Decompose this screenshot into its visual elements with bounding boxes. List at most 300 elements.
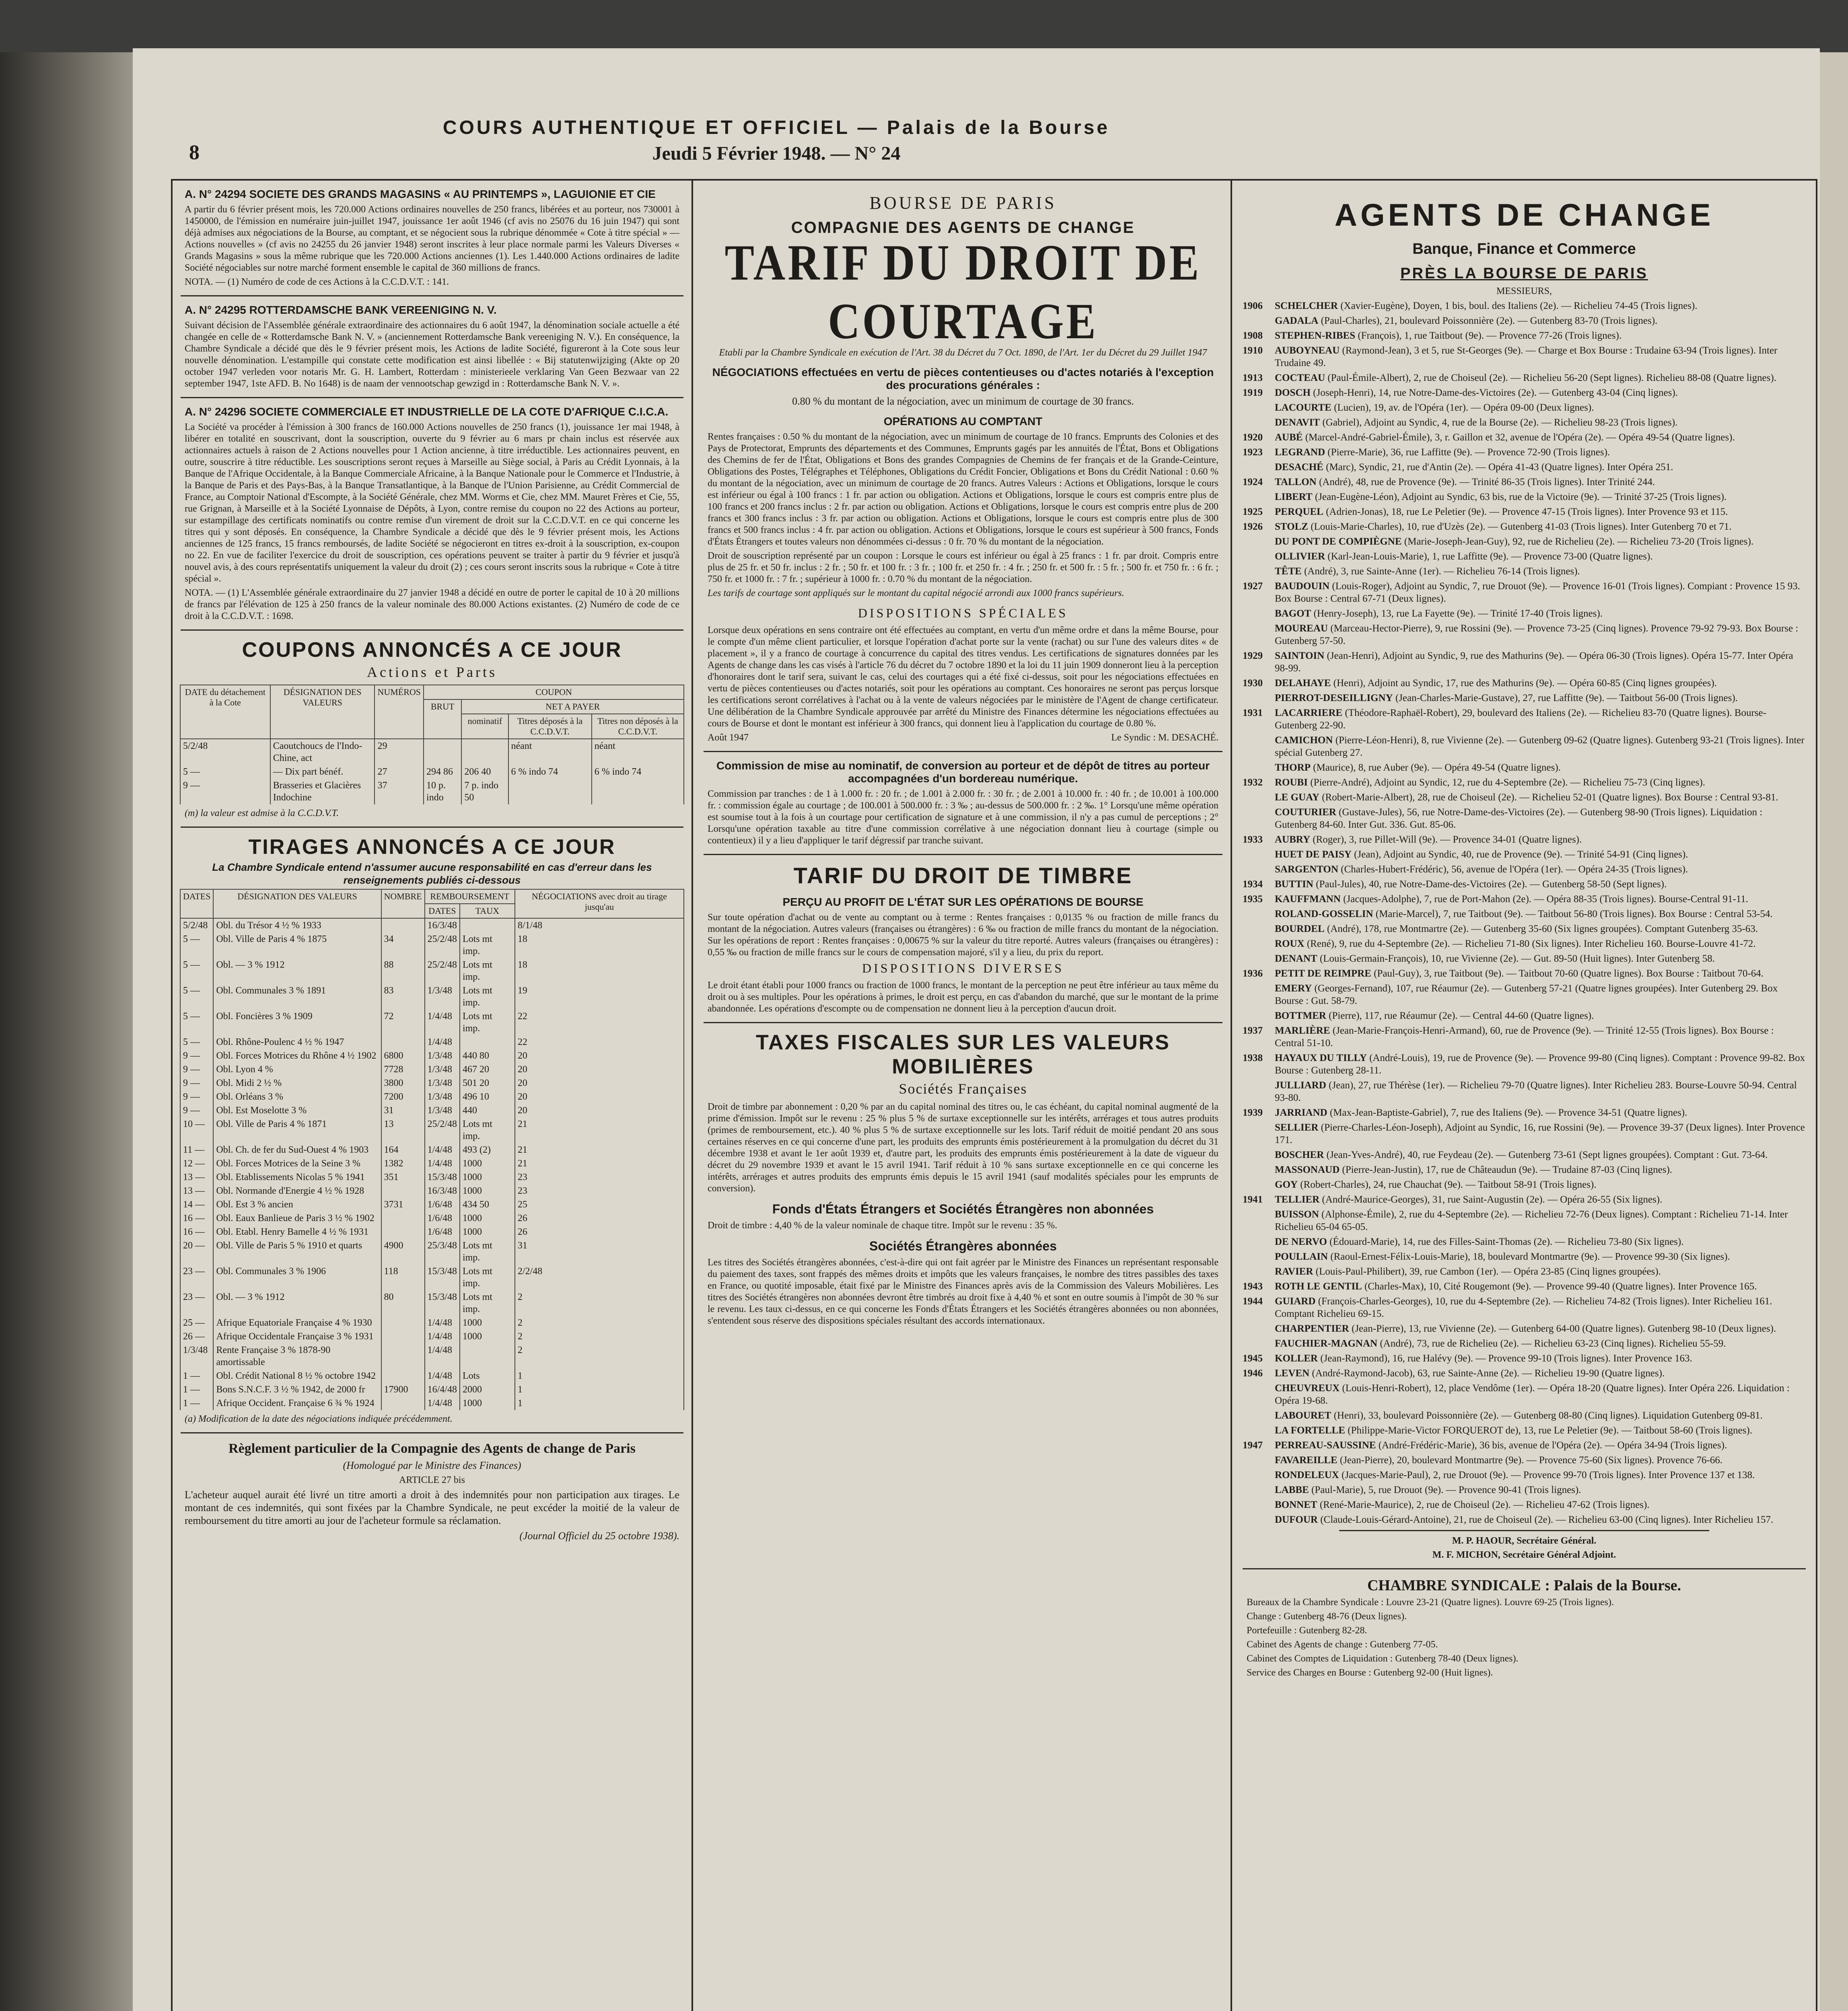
agent-year: 1932 bbox=[1243, 777, 1263, 788]
col-header: DÉSIGNATION DES VALEURS bbox=[270, 685, 375, 739]
agent-name: BOURDEL bbox=[1275, 923, 1325, 934]
timbre-title: TARIF DU DROIT DE TIMBRE bbox=[793, 863, 1133, 888]
agent-entry bbox=[1243, 1484, 1806, 1496]
agent-year bbox=[1243, 565, 1275, 578]
chambre-title: CHAMBRE SYNDICALE : Palais de la Bourse. bbox=[1367, 1577, 1681, 1594]
cell-rd: 1/4/48 bbox=[425, 1330, 460, 1343]
agent-details: (Jean-Raymond), 16, rue Halévy (9e). — Provence 99-10 (Trois lignes). Inter Provence 163. bbox=[1320, 1353, 1692, 1364]
table-row bbox=[180, 1290, 684, 1316]
agent-details: (Pierre-André), Adjoint au Syndic, 12, rue du 4-Septembre (2e). — Richelieu 75-73 (Cinq lignes). bbox=[1310, 777, 1705, 788]
agent-body bbox=[1275, 580, 1806, 605]
agent-year bbox=[1243, 607, 1275, 620]
agent-name: AUBÉ bbox=[1275, 432, 1303, 443]
coupons-title: COUPONS ANNONCÉS A CE JOUR bbox=[242, 638, 622, 662]
agent-year: 1925 bbox=[1243, 506, 1263, 517]
divider bbox=[1243, 1568, 1806, 1569]
agent-name: COUTURIER bbox=[1275, 807, 1336, 818]
agent-body bbox=[1275, 491, 1727, 503]
notice-note: NOTA. — (1) L'Assemblée générale extraordinaire du 27 janvier 1948 a décidé en outre de porter le capital de 10 à 20 millions de francs par l'élévation de 125 à 250 francs de la valeur nominale des 80.000 Actions existantes. (2) Numéro de code de ce droit à la C.C.D.V.T. : 1698. bbox=[185, 588, 679, 621]
agent-body bbox=[1275, 806, 1806, 831]
agent-entry bbox=[1243, 1439, 1806, 1452]
agent-year bbox=[1243, 1469, 1275, 1481]
agent-details: (Henry-Joseph), 13, rue La Fayette (9e). — Trinité 17-40 (Trois lignes). bbox=[1313, 608, 1603, 619]
col-header: REMBOURSEMENT bbox=[425, 889, 515, 904]
cell-neg: 1 bbox=[515, 1396, 684, 1410]
agent-entry bbox=[1243, 446, 1806, 459]
coupons-note: (m) la valeur est admise à la C.C.D.V.T. bbox=[185, 808, 339, 818]
commission-heading: Commission de mise au nominatif, de conversion au porteur et de dépôt de titres au porteur accompagnées d'un bordereau numérique. bbox=[716, 759, 1210, 785]
agent-year bbox=[1243, 1513, 1275, 1526]
col-header: BRUT bbox=[424, 699, 461, 739]
table-row bbox=[180, 1265, 684, 1290]
agent-body bbox=[1275, 1295, 1806, 1320]
agent-body bbox=[1275, 1010, 1594, 1022]
agent-entry bbox=[1243, 1208, 1806, 1233]
cell-rd: 25/2/48 bbox=[425, 932, 460, 958]
agent-year bbox=[1243, 1010, 1275, 1022]
cell-date: 16 — bbox=[180, 1211, 213, 1225]
cell-rd: 1/4/48 bbox=[425, 1010, 460, 1035]
cell-neg: 2 bbox=[515, 1343, 684, 1369]
notices-list bbox=[173, 188, 691, 622]
agent-details: (Henri), 33, boulevard Poissonnière (2e). — Gutenberg 08-80 (Cinq lignes). Liquidation Gutenberg 09-81. bbox=[1334, 1410, 1763, 1421]
agent-entry bbox=[1243, 315, 1806, 327]
cell-nb bbox=[381, 1369, 425, 1383]
agent-entry bbox=[1243, 491, 1806, 503]
agent-entry bbox=[1243, 1193, 1806, 1206]
agent-body bbox=[1275, 952, 1715, 965]
cell-date: 1 — bbox=[180, 1396, 213, 1410]
negociations-heading: NÉGOCIATIONS effectuées en vertu de pièces contentieuses ou d'actes notariés à l'exception des procurations générales : bbox=[712, 366, 1214, 391]
cell-neg: 1 bbox=[515, 1369, 684, 1383]
cell-name: Obl. Ville de Paris 4 % 1875 bbox=[213, 932, 381, 958]
cell-neg: 18 bbox=[515, 958, 684, 984]
tirages-table bbox=[180, 889, 684, 1410]
cell-date: 9 — bbox=[180, 1090, 213, 1104]
cell-rd: 15/3/48 bbox=[425, 1290, 460, 1316]
table-row bbox=[180, 1184, 684, 1198]
cell-neg: 23 bbox=[515, 1184, 684, 1198]
agent-entry bbox=[1243, 938, 1806, 950]
col-header: NOMBRE bbox=[381, 889, 425, 918]
agent-body bbox=[1275, 1439, 1727, 1452]
cell-taux: 1000 bbox=[460, 1157, 515, 1170]
agent-details: (Adrien-Jonas), 18, rue Le Peletier (9e). — Provence 47-15 (Trois lignes). Inter Provence 93 et 115. bbox=[1326, 506, 1728, 517]
dispositions-body: Lorsque deux opérations en sens contraire ont été effectuées au comptant, en vertu d'un même ordre et dans la même Bourse, pour le compte d'un même client particulier, et lorsque l'opération d'achat porte sur la vente (rachat) ou sur l'une des valeurs dites « de placement », il y a franco de courtage à concurrence du capital des titres vendus. Les certifications de signatures données par les Agents de change dans les cas visés à l'article 76 du décret du 7 octobre 1890 et la loi du 11 juin 1909 donneront lieu à la perception d'honoraires dont le tarif sera, suivant le cas, celui des courtages qui a été fixé ci-dessus, soit pour les négociations effectuées en vertu de pièces contentieuses ou d'actes notariés, soit pour les opérations au comptant. Ces honoraires ne seront pas perçus lorsque les certifications seront corrélatives à l'achat ou à la vente de valeurs négociées par le ministère de l'Agent de change certificateur. Une délibération de la Chambre Syndicale approuvée par arrêté du Ministre des Finances détermine les négociations effectuées au cours de Bourse et dont le montant est inférieur à 300 francs, qui donnent lieu à l'application du courtage de 0.80 %. bbox=[708, 625, 1218, 729]
agent-entry bbox=[1243, 893, 1806, 905]
secretaire-general: M. P. HAOUR, Secrétaire Général. bbox=[1452, 1536, 1597, 1546]
cell-date: 14 — bbox=[180, 1198, 213, 1211]
agent-entry bbox=[1243, 461, 1806, 473]
reglement-article: ARTICLE 27 bis bbox=[399, 1475, 465, 1485]
col-header: DÉSIGNATION DES VALEURS bbox=[213, 889, 381, 918]
agent-year bbox=[1243, 692, 1275, 704]
agent-name: DELAHAYE bbox=[1275, 678, 1331, 689]
reglement-body: L'acheteur auquel aurait été livré un titre amorti a droit à des indemnités pour non participation aux tirages. Le montant de ces indemnités, qui sont fixées par la Chambre Syndicale, ne peut excéder la moitié de la valeur de remboursement du titre amorti au jour de l'acheteur formule sa réclamation. bbox=[185, 1489, 679, 1526]
agent-year bbox=[1243, 806, 1275, 831]
agents-subtitle: Banque, Finance et Commerce bbox=[1412, 241, 1636, 257]
agent-body bbox=[1275, 1280, 1757, 1293]
agent-details: (Jean-Eugène-Léon), Adjoint au Syndic, 63 bis, rue de la Victoire (9e). — Trinité 37-25 (Trois lignes). bbox=[1315, 491, 1727, 502]
cell-name: Brasseries et Glacières Indochine bbox=[270, 779, 375, 804]
abonnees-body: Les titres des Sociétés étrangères abonnées, c'est-à-dire qui ont fait agréer par le Ministre des Finances un représentant responsable du paiement des taxes, sont frappés des mêmes droits et impôts que les valeurs françaises, le nombre des titres passibles des taxes en France, ou quotité imposable, était fixé par le Ministre des Finances après avis de la Commission des Valeurs Mobilières. Les titres des Sociétés étrangères non abonnées devront être timbrés au droit fixe à 4,40 % et sont en outre soumis à l'impôt de 30 % sur le revenu. Les taux ci-dessus, en ce qui concerne les Fonds d'États Étrangers et les Sociétés étrangères abonnées ou non abonnées, s'entendent sous réserve des dispositions spéciales résultant des accords internationaux. bbox=[708, 1257, 1218, 1326]
agent-name: POULLAIN bbox=[1275, 1251, 1328, 1262]
agent-details: (Paul-Marie), 5, rue Drouot (9e). — Provence 90-41 (Trois lignes). bbox=[1311, 1485, 1581, 1495]
col-header: COUPON bbox=[424, 685, 684, 699]
cell-rd: 16/3/48 bbox=[425, 1184, 460, 1198]
agent-details: (Jacques-Adolphe), 7, rue de Port-Mahon (2e). — Opéra 88-35 (Trois lignes). Bourse-Central 91-11. bbox=[1343, 894, 1749, 905]
agent-year: 1946 bbox=[1243, 1368, 1263, 1379]
agent-name: FAVAREILLE bbox=[1275, 1455, 1338, 1466]
agent-year bbox=[1243, 491, 1275, 503]
agent-entry bbox=[1243, 1121, 1806, 1146]
agent-body bbox=[1275, 1250, 1730, 1263]
table-row bbox=[180, 1316, 684, 1330]
commission-body: Commission par tranches : de 1 à 1.000 fr. : 20 fr. ; de 1.001 à 2.000 fr. : 30 fr. ; de 2.001 à 10.000 fr. : 40 fr. ; de 10.001 à 100.000 fr. : commission égale au courtage ; de 100.001 à 500.000 fr. : 3 ‰ ; au-dessus de 500.000 fr. : 2 ‰. 1° Lorsqu'une même opération est soumise tout à la fois à un courtage pour certification de signature et à une commission, il n'y a pas cumul de perceptions ; 2° Lorsqu'une opération taxable au titre d'une commission corrélative à une négociation donnant lieu à courtage (simple ou contentieux) il y a lieu d'appliquer le tarif dégressif par tranche suivant. bbox=[708, 789, 1218, 846]
cell-date: 5/2/48 bbox=[180, 739, 270, 765]
agent-year bbox=[1243, 1337, 1275, 1350]
table-row bbox=[180, 1225, 684, 1239]
tirages-note: (a) Modification de la date des négociations indiquée précédemment. bbox=[185, 1414, 453, 1424]
agent-details: (François-Charles-Georges), 10, rue du 4-Septembre (2e). — Richelieu 74-82 (Trois lignes). Inter Richelieu 161. Comptant Richelieu 69-15. bbox=[1275, 1296, 1772, 1319]
table-row bbox=[180, 1104, 684, 1117]
agent-body bbox=[1275, 1484, 1581, 1496]
agent-details: (Charles-Max), 10, Cité Rougemont (9e). — Provence 99-40 (Quatre lignes). Inter Provence 165. bbox=[1364, 1281, 1757, 1292]
table-row bbox=[180, 1170, 684, 1184]
divider bbox=[704, 751, 1222, 752]
agent-name: KAUFFMANN bbox=[1275, 894, 1341, 905]
cell-neg: 21 bbox=[515, 1157, 684, 1170]
agent-details: (François), 1, rue Taitbout (9e). — Provence 77-26 (Trois lignes). bbox=[1358, 330, 1622, 341]
divider bbox=[181, 295, 683, 296]
agent-entry bbox=[1243, 806, 1806, 831]
cell-date: 9 — bbox=[180, 1104, 213, 1117]
agent-entry bbox=[1243, 344, 1806, 369]
agent-body bbox=[1275, 520, 1731, 533]
agent-name: BAGOT bbox=[1275, 608, 1311, 619]
col-header: DATES bbox=[425, 904, 460, 918]
agent-body bbox=[1275, 776, 1705, 789]
cell-taux: 1000 bbox=[460, 1211, 515, 1225]
cell-rd: 16/4/48 bbox=[425, 1383, 460, 1396]
cell-date: 13 — bbox=[180, 1170, 213, 1184]
agents-list bbox=[1235, 300, 1814, 1526]
cell-nb bbox=[381, 918, 425, 932]
agent-body bbox=[1275, 938, 1756, 950]
agent-year bbox=[1243, 952, 1275, 965]
cell-neg: 20 bbox=[515, 1104, 684, 1117]
agent-body bbox=[1275, 1178, 1597, 1191]
agent-name: DE NERVO bbox=[1275, 1236, 1327, 1247]
agent-year bbox=[1243, 1178, 1275, 1191]
agent-details: (Xavier-Eugène), Doyen, 1 bis, boul. des Italiens (2e). — Richelieu 74-45 (Trois lignes). bbox=[1340, 300, 1698, 311]
agent-body bbox=[1275, 1193, 1662, 1206]
agent-details: (Jean-Charles-Marie-Gustave), 27, rue Laffitte (9e). — Taitbout 56-00 (Trois lignes). bbox=[1395, 693, 1738, 703]
page-edge-right bbox=[1820, 52, 1848, 2011]
agent-entry bbox=[1243, 329, 1806, 342]
cell-nb: 17900 bbox=[381, 1383, 425, 1396]
cell-nondep: néant bbox=[592, 739, 684, 765]
agent-body bbox=[1275, 908, 1773, 920]
agent-entry bbox=[1243, 387, 1806, 399]
agent-body bbox=[1275, 344, 1806, 369]
agent-year bbox=[1243, 1322, 1275, 1335]
agent-details: (Claude-Louis-Gérard-Antoine), 21, rue de Choiseul (2e). — Richelieu 63-00 (Cinq lignes). Inter Richelieu 157. bbox=[1320, 1514, 1774, 1525]
cell-taux: 501 20 bbox=[460, 1076, 515, 1090]
cell-taux bbox=[460, 918, 515, 932]
cell-date: 16 — bbox=[180, 1225, 213, 1239]
agent-year: 1947 bbox=[1243, 1440, 1263, 1451]
agent-body bbox=[1275, 476, 1655, 488]
col-header: NET A PAYER bbox=[461, 699, 684, 714]
cell-neg: 26 bbox=[515, 1225, 684, 1239]
abonnees-heading: Sociétés Étrangères abonnées bbox=[869, 1239, 1057, 1253]
agent-year bbox=[1243, 401, 1275, 414]
coupons-subtitle: Actions et Parts bbox=[367, 664, 497, 680]
agent-details: (André-Raymond-Jacob), 63, rue Sainte-Anne (2e). — Richelieu 19-90 (Quatre lignes). bbox=[1312, 1368, 1665, 1379]
chambre-lines bbox=[1235, 1597, 1814, 1679]
table-row bbox=[180, 1063, 684, 1076]
agent-name: THORP bbox=[1275, 762, 1311, 773]
agent-name: HUET DE PAISY bbox=[1275, 849, 1352, 860]
cell-nondep: 6 % indo 74 bbox=[592, 765, 684, 779]
agent-details: (Paul-Guy), 3, rue Taitbout (9e). — Taitbout 70-60 (Quatre lignes). Box Bourse : Taitbout 70-64. bbox=[1374, 968, 1764, 979]
agent-details: (Jean-Henri), Adjoint au Syndic, 9, rue des Mathurins (9e). — Opéra 06-30 (Trois lignes). Opéra 15-77. Inter Opéra 98-99. bbox=[1275, 650, 1793, 674]
cell-num: 37 bbox=[375, 779, 424, 804]
cell-nb bbox=[381, 1343, 425, 1369]
agent-year bbox=[1243, 1484, 1275, 1496]
agent-body bbox=[1275, 416, 1677, 429]
col-header: DATE du détachement à la Cote bbox=[180, 685, 270, 739]
cell-nb bbox=[381, 1330, 425, 1343]
cell-rd: 1/3/48 bbox=[425, 1104, 460, 1117]
agent-year: 1906 bbox=[1243, 300, 1263, 311]
agent-details: (Louis-Henri-Robert), 12, place Vendôme (1er). — Opéra 18-20 (Quatre lignes). Inter Opéra 226. Liquidation : Opéra 19-68. bbox=[1275, 1383, 1790, 1406]
cell-dep bbox=[508, 779, 592, 804]
agent-details: (Max-Jean-Baptiste-Gabriel), 7, rue des Italiens (9e). — Provence 34-51 (Quatre lignes). bbox=[1329, 1107, 1687, 1118]
table-row bbox=[180, 1330, 684, 1343]
agent-year bbox=[1243, 908, 1275, 920]
agent-body bbox=[1275, 1382, 1806, 1407]
cell-rd: 1/4/48 bbox=[425, 1157, 460, 1170]
agent-year bbox=[1243, 1121, 1275, 1146]
cell-date: 9 — bbox=[180, 779, 270, 804]
agent-year bbox=[1243, 622, 1275, 647]
agent-details: (Marcel-André-Gabriel-Émile), 3, r. Gaillon et 32, avenue de l'Opéra (2e). — Opéra 49-54 (Quatre lignes). bbox=[1305, 432, 1735, 443]
agent-entry bbox=[1243, 1265, 1806, 1278]
agent-entry bbox=[1243, 1322, 1806, 1335]
cell-name: Obl. Forces Motrices de la Seine 3 % bbox=[213, 1157, 381, 1170]
agent-entry bbox=[1243, 535, 1806, 548]
cell-date: 5 — bbox=[180, 765, 270, 779]
cell-name: Obl. Eaux Banlieue de Paris 3 ½ % 1902 bbox=[213, 1211, 381, 1225]
cell-taux: 496 10 bbox=[460, 1090, 515, 1104]
cell-name: Rente Française 3 % 1878-90 amortissable bbox=[213, 1343, 381, 1369]
chambre-line: Service des Charges en Bourse : Gutenberg 92-00 (Huit lignes). bbox=[1247, 1668, 1493, 1678]
agent-entry bbox=[1243, 1010, 1806, 1022]
cell-neg: 19 bbox=[515, 984, 684, 1010]
table-row bbox=[180, 1010, 684, 1035]
agent-year: 1908 bbox=[1243, 330, 1263, 341]
agents-title: AGENTS DE CHANGE bbox=[1334, 197, 1714, 232]
coupons-table bbox=[180, 685, 684, 804]
agent-name: PERQUEL bbox=[1275, 506, 1323, 517]
bourse-heading: BOURSE DE PARIS bbox=[869, 193, 1057, 213]
table-row bbox=[180, 765, 684, 779]
table-row bbox=[180, 1157, 684, 1170]
cell-rd: 1/6/48 bbox=[425, 1225, 460, 1239]
agent-entry bbox=[1243, 580, 1806, 605]
cell-nb bbox=[381, 1035, 425, 1049]
agent-year bbox=[1243, 535, 1275, 548]
agent-entry bbox=[1243, 520, 1806, 533]
agent-body bbox=[1275, 607, 1603, 620]
cell-date: 23 — bbox=[180, 1265, 213, 1290]
dispositions-heading: DISPOSITIONS SPÉCIALES bbox=[858, 606, 1068, 620]
agent-name: SCHELCHER bbox=[1275, 300, 1338, 311]
agent-details: (Robert-Marie-Albert), 28, rue de Choiseul (2e). — Richelieu 52-01 (Quatre lignes). Box Bourse : Central 93-81. bbox=[1322, 792, 1778, 803]
agent-year: 1938 bbox=[1243, 1053, 1263, 1063]
agent-body bbox=[1275, 550, 1653, 563]
cell-neg: 21 bbox=[515, 1117, 684, 1143]
cell-rd: 16/3/48 bbox=[425, 918, 460, 932]
cell-dep: 6 % indo 74 bbox=[508, 765, 592, 779]
agent-name: JARRIAND bbox=[1275, 1107, 1327, 1118]
agent-details: (Karl-Jean-Louis-Marie), 1, rue Laffitte (9e). — Provence 73-00 (Quatre lignes). bbox=[1327, 551, 1653, 562]
agent-name: DENAVIT bbox=[1275, 417, 1320, 428]
agent-details: (Paul-Charles), 21, boulevard Poissonnière (2e). — Gutenberg 83-70 (Trois lignes). bbox=[1321, 315, 1658, 326]
timbre-subtitle: PERÇU AU PROFIT DE L'ÉTAT SUR LES OPÉRATIONS DE BOURSE bbox=[782, 896, 1144, 908]
cell-brut bbox=[424, 739, 461, 765]
agent-body bbox=[1275, 431, 1735, 444]
cell-taux: Lots bbox=[460, 1369, 515, 1383]
agent-body bbox=[1275, 1052, 1806, 1077]
cell-nom bbox=[461, 739, 508, 765]
cell-name: Obl. Foncières 3 % 1909 bbox=[213, 1010, 381, 1035]
cell-taux: 1000 bbox=[460, 1330, 515, 1343]
agent-year: 1927 bbox=[1243, 581, 1263, 592]
cell-date: 5 — bbox=[180, 932, 213, 958]
cell-nb bbox=[381, 1211, 425, 1225]
cell-nb: 1382 bbox=[381, 1157, 425, 1170]
agent-name: ROUBI bbox=[1275, 777, 1308, 788]
agent-name: MOUREAU bbox=[1275, 623, 1328, 634]
agent-year bbox=[1243, 982, 1275, 1007]
cell-rd: 1/4/48 bbox=[425, 1369, 460, 1383]
agent-details: (Louis-Germain-François), 10, rue Vivienne (2e). — Gut. 89-50 (Huit lignes). Inter Gutenberg 58. bbox=[1319, 953, 1715, 964]
agent-entry bbox=[1243, 1024, 1806, 1049]
col-header: Titres déposés à la C.C.D.V.T. bbox=[508, 714, 592, 739]
agent-details: (Marceau-Hector-Pierre), 9, rue Rossini (9e). — Provence 73-25 (Cinq lignes). Provence 79-92 79-93. Box Bourse : Gutenberg 57-50. bbox=[1275, 623, 1799, 646]
agent-name: DENANT bbox=[1275, 953, 1317, 964]
agent-entry bbox=[1243, 1499, 1806, 1511]
agent-name: ROTH LE GENTIL bbox=[1275, 1281, 1362, 1292]
cell-taux: 1000 bbox=[460, 1396, 515, 1410]
notice-body: La Société va procéder à l'émission à 300 francs de 160.000 Actions nouvelles de 250 francs (1), jouissance 1er mai 1948, à libérer en totalité en souscrivant, dont la souscription, ouverte du 9 février au 6 mars pr chain inclus est réservée aux actionnaires actuels à raison de 2 Actions nouvelles pour 1 Action ancienne, à titre irréductible. Les actionnaires peuvent, en outre, souscrire à titre réductible. Les souscriptions seront reçues à Marseille au Siège social, à Paris au Crédit Lyonnais, à la Banque de l'Afrique Occidentale, à la Banque Commerciale Africaine, à la Banque Nationale pour le Commerce et l'Industrie, à la Banque de Paris et des Pays-Bas, à la Banque Transatlantique, à la Banque de l'Union Parisienne, au Crédit Commercial de France, au Comptoir National d'Escompte, à la Société Générale, chez MM. Worms et Cie, chez MM. Mauret Frères et Cie, 55, rue Grignan, à Marseille et à la Société Lyonnaise de Dépôts, à Lyon, contre remise du coupon no 22 des Actions au porteur, sur estampillage des certificats nominatifs ou contre remise d'un virement de droit sur la C.C.D.V.T. en ce qui concerne les titres qui y sont déposés. En conséquence, la Chambre Syndicale a décidé que dès le 9 février présent mois, les Actions anciennes de 125 francs, 15 francs remboursés, de ladite Société se négocieront en titres ex-droit à la souscription, ex-coupon no 22. En vue de faciliter l'exercice du droit de souscription, ces opérations peuvent se traiter à partir du 9 février et jusqu'à nouvel avis, à des cours représentatifs uniquement la valeur du droit (2) ; ces cours seront inscrits sous la rubrique « Cote à titre spécial ». bbox=[185, 422, 679, 584]
cell-rd: 1/6/48 bbox=[425, 1211, 460, 1225]
societes-francaises-heading: Sociétés Françaises bbox=[899, 1081, 1027, 1097]
agent-entry bbox=[1243, 734, 1806, 759]
agent-details: (André), 178, rue Montmartre (2e). — Gutenberg 35-60 (Six lignes groupées). Comptant Gutenberg 35-63. bbox=[1327, 923, 1758, 934]
agent-name: LABBE bbox=[1275, 1485, 1309, 1495]
tirages-title: TIRAGES ANNONCÉS A CE JOUR bbox=[248, 835, 616, 859]
agent-body bbox=[1275, 387, 1678, 399]
agent-name: DOSCH bbox=[1275, 387, 1311, 398]
agent-details: (André-Maurice-Georges), 31, rue Saint-Augustin (2e). — Opéra 26-55 (Six lignes). bbox=[1322, 1194, 1663, 1205]
agent-name: RONDELEUX bbox=[1275, 1470, 1339, 1480]
agent-year bbox=[1243, 923, 1275, 935]
agent-year bbox=[1243, 461, 1275, 473]
agent-entry bbox=[1243, 1280, 1806, 1293]
cell-rd: 15/3/48 bbox=[425, 1170, 460, 1184]
agent-body bbox=[1275, 1024, 1806, 1049]
agent-details: (Henri), Adjoint au Syndic, 17, rue des Mathurins (9e). — Opéra 60-85 (Cinq lignes groupées). bbox=[1333, 678, 1717, 689]
agent-entry bbox=[1243, 878, 1806, 890]
agent-name: PERREAU-SAUSSINE bbox=[1275, 1440, 1376, 1451]
tirages-subtitle: La Chambre Syndicale entend n'assumer aucune responsabilité en cas d'erreur dans les renseignements publiés ci-dessous bbox=[212, 861, 652, 886]
agent-details: (André-Louis), 19, rue de Provence (9e). — Provence 99-80 (Cinq lignes). Comptant : Provence 99-82. Box Bourse : Gutenberg 28-11. bbox=[1275, 1053, 1805, 1076]
cell-taux: Lots mt imp. bbox=[460, 1117, 515, 1143]
cell-neg: 20 bbox=[515, 1063, 684, 1076]
agent-body bbox=[1275, 1121, 1806, 1146]
agent-year: 1929 bbox=[1243, 650, 1263, 661]
agent-entry bbox=[1243, 1164, 1806, 1176]
agent-details: (Charles-Hubert-Frédéric), 56, avenue de l'Opéra (1er). — Opéra 24-35 (Trois lignes). bbox=[1341, 864, 1688, 875]
cell-taux bbox=[460, 1035, 515, 1049]
agent-body bbox=[1275, 1352, 1692, 1365]
agent-name: KOLLER bbox=[1275, 1353, 1318, 1364]
agent-name: TELLIER bbox=[1275, 1194, 1320, 1205]
agent-name: SAINTOIN bbox=[1275, 650, 1325, 661]
agent-details: (André), 48, rue de Provence (9e). — Trinité 86-35 (Trois lignes). Inter Trinité 244. bbox=[1319, 477, 1655, 487]
agent-body bbox=[1275, 1236, 1684, 1248]
agent-year bbox=[1243, 1208, 1275, 1233]
agent-entry bbox=[1243, 923, 1806, 935]
agent-year: 1913 bbox=[1243, 372, 1263, 383]
agent-name: BOTTMER bbox=[1275, 1010, 1326, 1021]
agent-entry bbox=[1243, 506, 1806, 518]
agent-details: (Jean-Pierre), 13, rue Vivienne (2e). — Gutenberg 64-00 (Quatre lignes). Gutenberg 98-10 (Deux lignes). bbox=[1352, 1323, 1776, 1334]
cell-taux: 1000 bbox=[460, 1316, 515, 1330]
cell-nb: 80 bbox=[381, 1290, 425, 1316]
agent-details: (Jean), 27, rue Thérèse (1er). — Richelieu 79-70 (Quatre lignes). Inter Richelieu 283. Bourse-Louvre 50-94. Central 93-80. bbox=[1275, 1080, 1797, 1103]
cell-date: 13 — bbox=[180, 1184, 213, 1198]
agent-details: (Pierre-Jean-Justin), 17, rue de Châteaudun (9e). — Trudaine 87-03 (Cinq lignes). bbox=[1342, 1164, 1673, 1175]
agent-year bbox=[1243, 734, 1275, 759]
cell-neg: 22 bbox=[515, 1035, 684, 1049]
agent-details: (Paul-Jules), 40, rue Notre-Dame-des-Victoires (2e). — Gutenberg 58-50 (Sept lignes). bbox=[1316, 879, 1667, 890]
agent-name: GUIARD bbox=[1275, 1296, 1316, 1307]
cell-rd: 15/3/48 bbox=[425, 1265, 460, 1290]
cell-name: Obl. Orléans 3 % bbox=[213, 1090, 381, 1104]
agent-details: (Pierre-Charles-Léon-Joseph), Adjoint au Syndic, 16, rue Rossini (9e). — Provence 39-37 (Deux lignes). Inter Provence 171. bbox=[1275, 1122, 1805, 1145]
cell-rd: 25/2/48 bbox=[425, 958, 460, 984]
agent-name: MARLIÈRE bbox=[1275, 1025, 1330, 1036]
agent-name: STEPHEN-RIBES bbox=[1275, 330, 1356, 341]
negociations-body: 0.80 % du montant de la négociation, avec un minimum de courtage de 30 francs. bbox=[792, 395, 1134, 407]
cell-nb: 164 bbox=[381, 1143, 425, 1157]
agent-details: (Pierre), 117, rue Réaumur (2e). — Central 44-60 (Quatre lignes). bbox=[1329, 1010, 1594, 1021]
agent-entry bbox=[1243, 650, 1806, 674]
column-agents bbox=[1235, 181, 1814, 2011]
agent-body bbox=[1275, 1337, 1726, 1350]
agent-year: 1933 bbox=[1243, 834, 1263, 845]
cell-neg: 20 bbox=[515, 1090, 684, 1104]
chambre-line: Cabinet des Agents de change : Gutenberg 77-05. bbox=[1247, 1639, 1438, 1650]
cell-date: 12 — bbox=[180, 1157, 213, 1170]
cell-nb: 351 bbox=[381, 1170, 425, 1184]
agent-details: (Jean-Pierre), 20, boulevard Montmartre (9e). — Provence 75-60 (Six lignes). Provence 76-66. bbox=[1340, 1455, 1722, 1466]
